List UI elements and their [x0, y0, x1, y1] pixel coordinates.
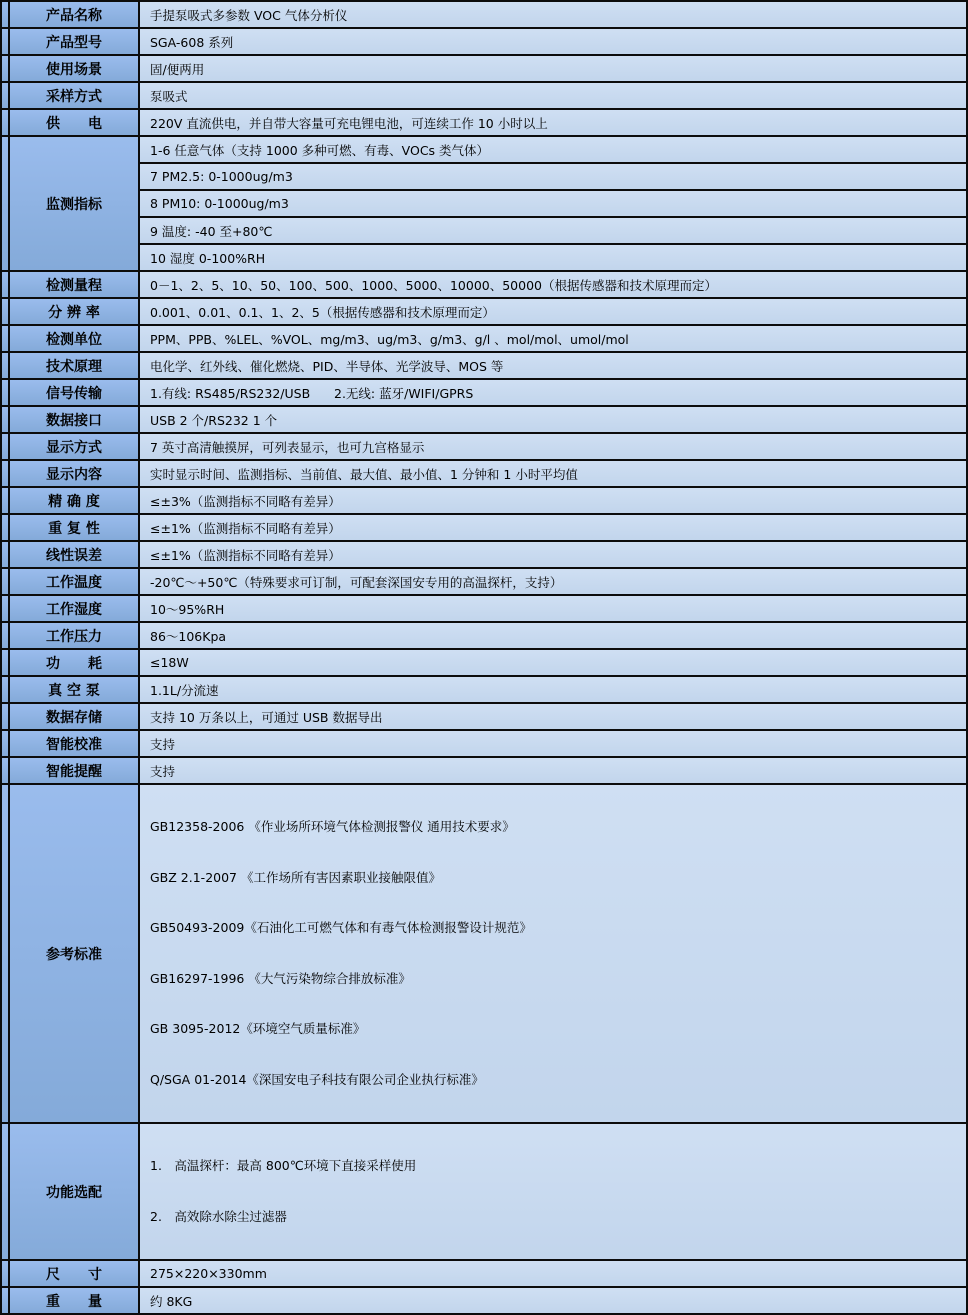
reference-standards-cell [139, 784, 967, 1123]
row-usage-scene [1, 55, 967, 82]
row-value: 10～95%RH [139, 595, 967, 622]
row-monitoring-items [1, 136, 967, 163]
row-working-temperature [1, 568, 967, 595]
left-strip-cell [1, 622, 9, 649]
row-label: 线性误差 [9, 541, 139, 568]
left-strip-cell [1, 298, 9, 325]
left-strip-cell [1, 514, 9, 541]
left-strip-cell [1, 487, 9, 514]
row-value: ≤18W [139, 649, 967, 676]
row-value: ≤±1%（监测指标不同略有差异） [139, 514, 967, 541]
row-label: 数据存储 [9, 703, 139, 730]
row-label: 采样方式 [9, 82, 139, 109]
optional-functions-cell [139, 1123, 967, 1260]
row-label: 使用场景 [9, 55, 139, 82]
row-monitoring-items-4 [1, 217, 967, 244]
row-label: 显示方式 [9, 433, 139, 460]
left-strip-cell [1, 82, 9, 109]
row-weight [1, 1287, 967, 1314]
row-label: 技术原理 [9, 352, 139, 379]
row-monitoring-items-3 [1, 190, 967, 217]
left-strip-cell [1, 541, 9, 568]
row-technical-principle [1, 352, 967, 379]
row-linearity-error [1, 541, 967, 568]
row-label: 重 复 性 [9, 514, 139, 541]
standard-line: GB12358-2006 《作业场所环境气体检测报警仪 通用技术要求》 [150, 819, 515, 834]
left-strip-cell [1, 136, 9, 271]
row-label: 参考标准 [9, 784, 139, 1123]
left-strip-cell [1, 730, 9, 757]
row-data-interface [1, 406, 967, 433]
left-strip-cell [1, 271, 9, 298]
left-strip-cell [1, 703, 9, 730]
row-reference-standards [1, 784, 967, 1123]
row-value: -20℃～+50℃（特殊要求可订制，可配套深国安专用的高温探杆，支持） [139, 568, 967, 595]
row-label: 工作湿度 [9, 595, 139, 622]
row-monitoring-items-2 [1, 163, 967, 190]
row-value: 220V 直流供电，并自带大容量可充电锂电池，可连续工作 10 小时以上 [139, 109, 967, 136]
left-strip-cell [1, 109, 9, 136]
row-sampling-method [1, 82, 967, 109]
left-strip-cell [1, 1123, 9, 1260]
row-label: 智能提醒 [9, 757, 139, 784]
standard-line: GB16297-1996 《大气污染物综合排放标准》 [150, 970, 411, 986]
row-label: 产品型号 [9, 28, 139, 55]
row-value: 7 英寸高清触摸屏，可列表显示，也可九宫格显示 [139, 433, 967, 460]
row-working-pressure [1, 622, 967, 649]
row-resolution [1, 298, 967, 325]
row-monitoring-items-5 [1, 244, 967, 271]
row-data-storage [1, 703, 967, 730]
row-value: 支持 [139, 757, 967, 784]
monitoring-subrow: 1-6 任意气体（支持 1000 多种可燃、有毒、VOCs 类气体） [139, 136, 967, 163]
left-strip-cell [1, 406, 9, 433]
monitoring-subrow: 10 湿度 0-100%RH [139, 244, 967, 271]
monitoring-subrow: 9 温度: -40 至+80℃ [139, 217, 967, 244]
row-optional-functions [1, 1123, 967, 1260]
row-label: 数据接口 [9, 406, 139, 433]
row-value: 1.有线: RS485/RS232/USB 2.无线: 蓝牙/WIFI/GPRS [139, 379, 967, 406]
row-value: ≤±3%（监测指标不同略有差异） [139, 487, 967, 514]
row-label: 检测单位 [9, 325, 139, 352]
row-label: 检测量程 [9, 271, 139, 298]
left-strip-cell [1, 460, 9, 487]
left-strip-cell [1, 649, 9, 676]
row-value: 支持 [139, 730, 967, 757]
row-display-content [1, 460, 967, 487]
row-label: 重 量 [9, 1287, 139, 1314]
row-value: SGA-608 系列 [139, 28, 967, 55]
row-value: 0－1、2、5、10、50、100、500、1000、5000、10000、50000（根据传感器和技术原理而定） [139, 271, 967, 298]
row-label: 产品名称 [9, 1, 139, 28]
left-strip-cell [1, 55, 9, 82]
row-label: 分 辨 率 [9, 298, 139, 325]
left-strip-cell [1, 757, 9, 784]
row-label: 信号传输 [9, 379, 139, 406]
left-strip-cell [1, 28, 9, 55]
left-strip-cell [1, 595, 9, 622]
left-strip-cell [1, 325, 9, 352]
standard-line: GB50493-2009《石油化工可燃气体和有毒气体检测报警设计规范》 [150, 920, 532, 935]
left-strip-cell [1, 433, 9, 460]
left-strip-cell [1, 352, 9, 379]
row-value: 约 8KG [139, 1287, 967, 1314]
left-strip-cell [1, 1, 9, 28]
option-line: 1. 高温探杆：最高 800℃环境下直接采样使用 [150, 1158, 417, 1173]
row-value: PPM、PPB、%LEL、%VOL、mg/m3、ug/m3、g/m3、g/l 、mol/mol、umol/mol [139, 325, 967, 352]
row-label: 工作温度 [9, 568, 139, 595]
row-power-consumption [1, 649, 967, 676]
row-model [1, 28, 967, 55]
row-value: USB 2 个/RS232 1 个 [139, 406, 967, 433]
row-value: 电化学、红外线、催化燃烧、PID、半导体、光学波导、MOS 等 [139, 352, 967, 379]
row-value: 0.001、0.01、0.1、1、2、5（根据传感器和技术原理而定） [139, 298, 967, 325]
row-label: 功 耗 [9, 649, 139, 676]
monitoring-subrow: 8 PM10: 0-1000ug/m3 [139, 190, 967, 217]
row-product-name [1, 1, 967, 28]
row-dimensions [1, 1260, 967, 1287]
row-value: 1.1L/分流速 [139, 676, 967, 703]
row-value: 支持 10 万条以上，可通过 USB 数据导出 [139, 703, 967, 730]
row-value: 固/便两用 [139, 55, 967, 82]
row-label: 尺 寸 [9, 1260, 139, 1287]
row-value: 实时显示时间、监测指标、当前值、最大值、最小值、1 分钟和 1 小时平均值 [139, 460, 967, 487]
row-label: 供 电 [9, 109, 139, 136]
option-line: 2. 高效除水除尘过滤器 [150, 1208, 287, 1224]
left-strip-cell [1, 379, 9, 406]
left-strip-cell [1, 1260, 9, 1287]
row-label: 精 确 度 [9, 487, 139, 514]
standard-line: Q/SGA 01-2014《深国安电子科技有限公司企业执行标准》 [150, 1071, 484, 1087]
left-strip-cell [1, 1287, 9, 1314]
row-label: 监测指标 [9, 136, 139, 271]
row-working-humidity [1, 595, 967, 622]
row-smart-reminder [1, 757, 967, 784]
row-value: 275×220×330mm [139, 1260, 967, 1287]
row-smart-calibration [1, 730, 967, 757]
left-strip-cell [1, 568, 9, 595]
row-repeatability [1, 514, 967, 541]
row-power-supply [1, 109, 967, 136]
row-label: 工作压力 [9, 622, 139, 649]
standard-line: GBZ 2.1-2007 《工作场所有害因素职业接触限值》 [150, 869, 441, 885]
row-vacuum-pump [1, 676, 967, 703]
left-strip-cell [1, 676, 9, 703]
row-detection-range [1, 271, 967, 298]
standard-line: GB 3095-2012《环境空气质量标准》 [150, 1021, 366, 1036]
monitoring-subrow: 7 PM2.5: 0-1000ug/m3 [139, 163, 967, 190]
row-label: 真 空 泵 [9, 676, 139, 703]
row-value: 泵吸式 [139, 82, 967, 109]
row-label: 智能校准 [9, 730, 139, 757]
row-label: 功能选配 [9, 1123, 139, 1260]
row-accuracy [1, 487, 967, 514]
row-value: ≤±1%（监测指标不同略有差异） [139, 541, 967, 568]
row-signal-transmission [1, 379, 967, 406]
row-label: 显示内容 [9, 460, 139, 487]
row-display-mode [1, 433, 967, 460]
row-value: 86～106Kpa [139, 622, 967, 649]
left-strip-cell [1, 784, 9, 1123]
row-detection-unit [1, 325, 967, 352]
row-value: 手提泵吸式多参数 VOC 气体分析仪 [139, 1, 967, 28]
